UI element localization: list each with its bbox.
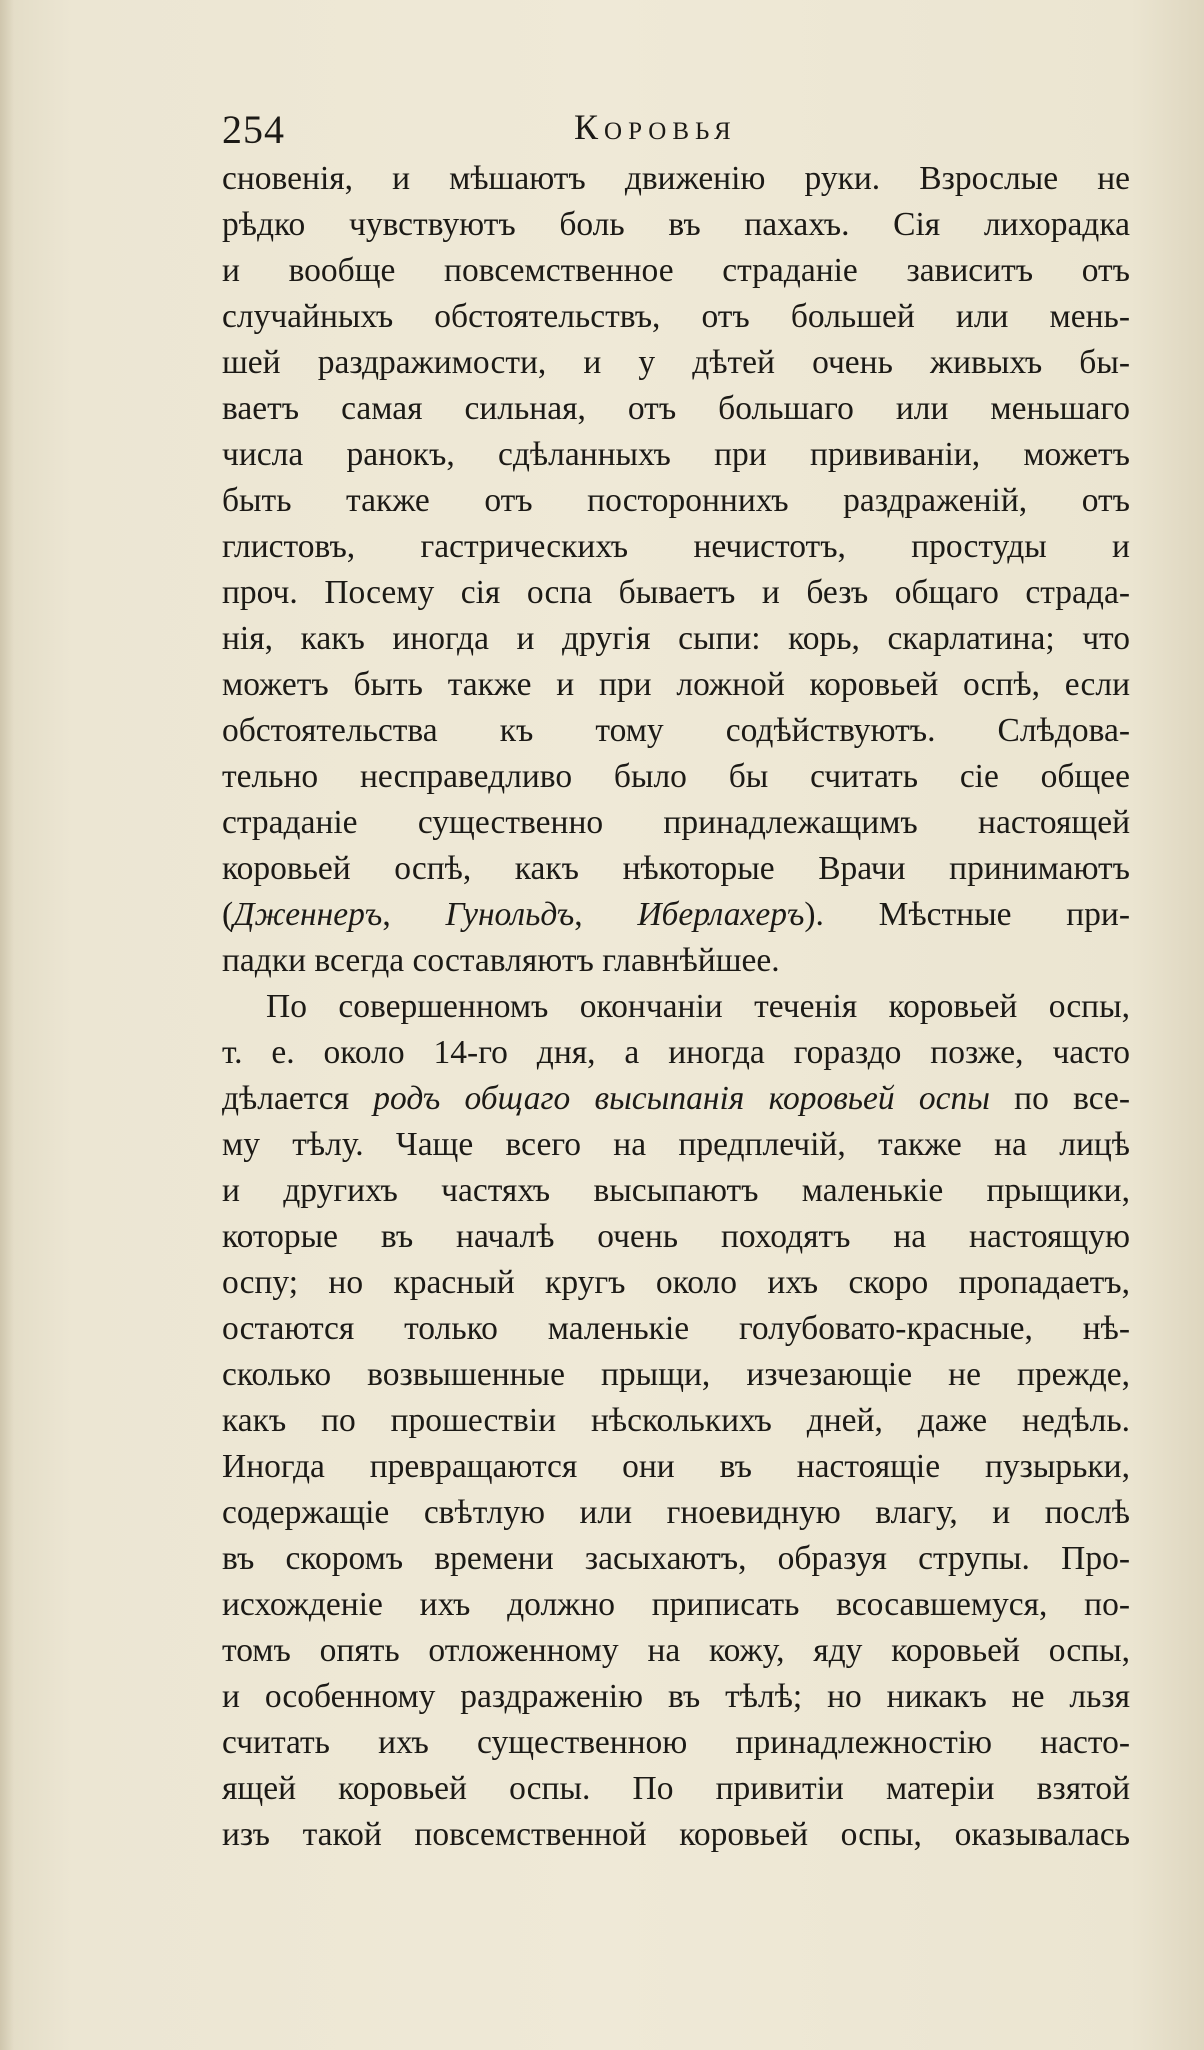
text-segment: Иногда превращаются они въ настоящіе пузырьки, bbox=[222, 1448, 1130, 1485]
text-segment: и вообще повсемственное страданіе зависитъ отъ bbox=[222, 252, 1130, 289]
text-segment: случайныхъ обстоятельствъ, отъ большей или мень- bbox=[222, 298, 1130, 335]
text-line bbox=[222, 1490, 1130, 1536]
text-line bbox=[222, 800, 1130, 846]
text-line bbox=[222, 1260, 1130, 1306]
text-line bbox=[222, 1076, 1130, 1122]
text-line bbox=[222, 1306, 1130, 1352]
text-segment: быть также отъ постороннихъ раздраженій, отъ bbox=[222, 482, 1130, 519]
text-line bbox=[222, 1536, 1130, 1582]
text-segment: въ скоромъ времени засыхаютъ, образуя струпы. Про- bbox=[222, 1540, 1130, 1577]
text-segment: ящей коровьей оспы. По привитіи матеріи взятой bbox=[222, 1770, 1130, 1807]
text-line bbox=[222, 1628, 1130, 1674]
text-segment: томъ опять отложенному на кожу, яду коровьей оспы, bbox=[222, 1632, 1130, 1669]
text-segment: му тѣлу. Чаще всего на предплечій, также на лицѣ bbox=[222, 1126, 1130, 1163]
text-line bbox=[222, 1214, 1130, 1260]
text-segment: , bbox=[574, 896, 638, 933]
body-text bbox=[222, 156, 1130, 1858]
page-header bbox=[222, 106, 1102, 156]
text-line bbox=[222, 708, 1130, 754]
running-head: Коровья bbox=[574, 107, 737, 147]
text-segment: тельно несправедливо было бы считать сіе общее bbox=[222, 758, 1130, 795]
text-segment: сколько возвышенные прыщи, изчезающіе не прежде, bbox=[222, 1356, 1130, 1393]
italic-text-segment: Иберлахеръ bbox=[637, 896, 805, 933]
text-line bbox=[222, 1168, 1130, 1214]
text-segment: и другихъ частяхъ высыпаютъ маленькіе прыщики, bbox=[222, 1172, 1130, 1209]
text-segment: т. е. около 14-го дня, а иногда гораздо позже, часто bbox=[222, 1034, 1130, 1071]
text-line bbox=[222, 202, 1130, 248]
text-line bbox=[222, 984, 1130, 1030]
text-line bbox=[222, 340, 1130, 386]
text-line bbox=[222, 1812, 1130, 1858]
text-line bbox=[222, 616, 1130, 662]
text-segment: ). Мѣстные при- bbox=[804, 896, 1130, 933]
text-segment: считать ихъ существенною принадлежностію насто- bbox=[222, 1724, 1130, 1761]
text-segment: рѣдко чувствуютъ боль въ пахахъ. Сія лихорадка bbox=[222, 206, 1130, 243]
text-line bbox=[222, 478, 1130, 524]
text-line bbox=[222, 432, 1130, 478]
text-segment: исхожденіе ихъ должно приписать всосавшемуся, по- bbox=[222, 1586, 1130, 1623]
text-segment: страданіе существенно принадлежащимъ настоящей bbox=[222, 804, 1130, 841]
text-segment: ( bbox=[222, 896, 234, 933]
text-segment: шей раздражимости, и у дѣтей очень живыхъ бы- bbox=[222, 344, 1130, 381]
text-segment: и особенному раздраженію въ тѣлѣ; но никакъ не льзя bbox=[222, 1678, 1130, 1715]
text-segment: глистовъ, гастрическихъ нечистотъ, простуды и bbox=[222, 528, 1130, 565]
text-line bbox=[222, 754, 1130, 800]
text-segment: , bbox=[382, 896, 446, 933]
text-segment: какъ по прошествіи нѣсколькихъ дней, даже недѣль. bbox=[222, 1402, 1130, 1439]
text-segment: коровьей оспѣ, какъ нѣкоторые Врачи принимаютъ bbox=[222, 850, 1130, 887]
text-line bbox=[222, 1674, 1130, 1720]
text-line bbox=[222, 386, 1130, 432]
text-segment: можетъ быть также и при ложной коровьей оспѣ, если bbox=[222, 666, 1130, 703]
text-segment: остаются только маленькіе голубовато-красные, нѣ- bbox=[222, 1310, 1130, 1347]
text-segment: проч. Посему сія оспа бываетъ и безъ общаго страда- bbox=[222, 574, 1130, 611]
text-segment: числа ранокъ, сдѣланныхъ при прививаніи, можетъ bbox=[222, 436, 1130, 473]
text-line bbox=[222, 662, 1130, 708]
italic-text-segment: Гунольдъ bbox=[445, 896, 575, 933]
text-line bbox=[222, 156, 1130, 202]
text-segment: которые въ началѣ очень походятъ на настоящую bbox=[222, 1218, 1130, 1255]
text-segment: дѣлается bbox=[222, 1080, 374, 1117]
text-segment: нія, какъ иногда и другія сыпи: корь, скарлатина; что bbox=[222, 620, 1130, 657]
text-segment: оспу; но красный кругъ около ихъ скоро пропадаетъ, bbox=[222, 1264, 1130, 1301]
text-line bbox=[222, 570, 1130, 616]
page-number: 254 bbox=[222, 107, 285, 152]
text-segment: ваетъ самая сильная, отъ большаго или меньшаго bbox=[222, 390, 1130, 427]
text-line bbox=[222, 1444, 1130, 1490]
text-segment: падки всегда составляютъ главнѣйшее. bbox=[222, 942, 780, 979]
text-line bbox=[222, 938, 1130, 984]
text-line bbox=[222, 294, 1130, 340]
text-line bbox=[222, 892, 1130, 938]
page-binding-shadow bbox=[0, 0, 14, 2050]
text-line bbox=[222, 524, 1130, 570]
text-segment: содержащіе свѣтлую или гноевидную влагу, и послѣ bbox=[222, 1494, 1130, 1531]
italic-text-segment: Дженнеръ bbox=[233, 896, 383, 933]
text-line bbox=[222, 1766, 1130, 1812]
text-line bbox=[222, 1720, 1130, 1766]
text-line bbox=[222, 248, 1130, 294]
text-line bbox=[222, 1030, 1130, 1076]
text-line bbox=[222, 1122, 1130, 1168]
text-segment: по все- bbox=[989, 1080, 1131, 1117]
text-line bbox=[222, 846, 1130, 892]
text-segment: обстоятельства къ тому содѣйствуютъ. Слѣдова- bbox=[222, 712, 1130, 749]
text-segment: сновенія, и мѣшаютъ движенію руки. Взрослые не bbox=[222, 160, 1130, 197]
text-line bbox=[222, 1398, 1130, 1444]
text-line bbox=[222, 1582, 1130, 1628]
text-segment: По совершенномъ окончаніи теченія коровьей оспы, bbox=[266, 988, 1130, 1025]
italic-text-segment: родъ общаго высыпанія коровьей оспы bbox=[373, 1080, 990, 1117]
text-line bbox=[222, 1352, 1130, 1398]
text-segment: изъ такой повсемственной коровьей оспы, оказывалась bbox=[222, 1816, 1130, 1853]
